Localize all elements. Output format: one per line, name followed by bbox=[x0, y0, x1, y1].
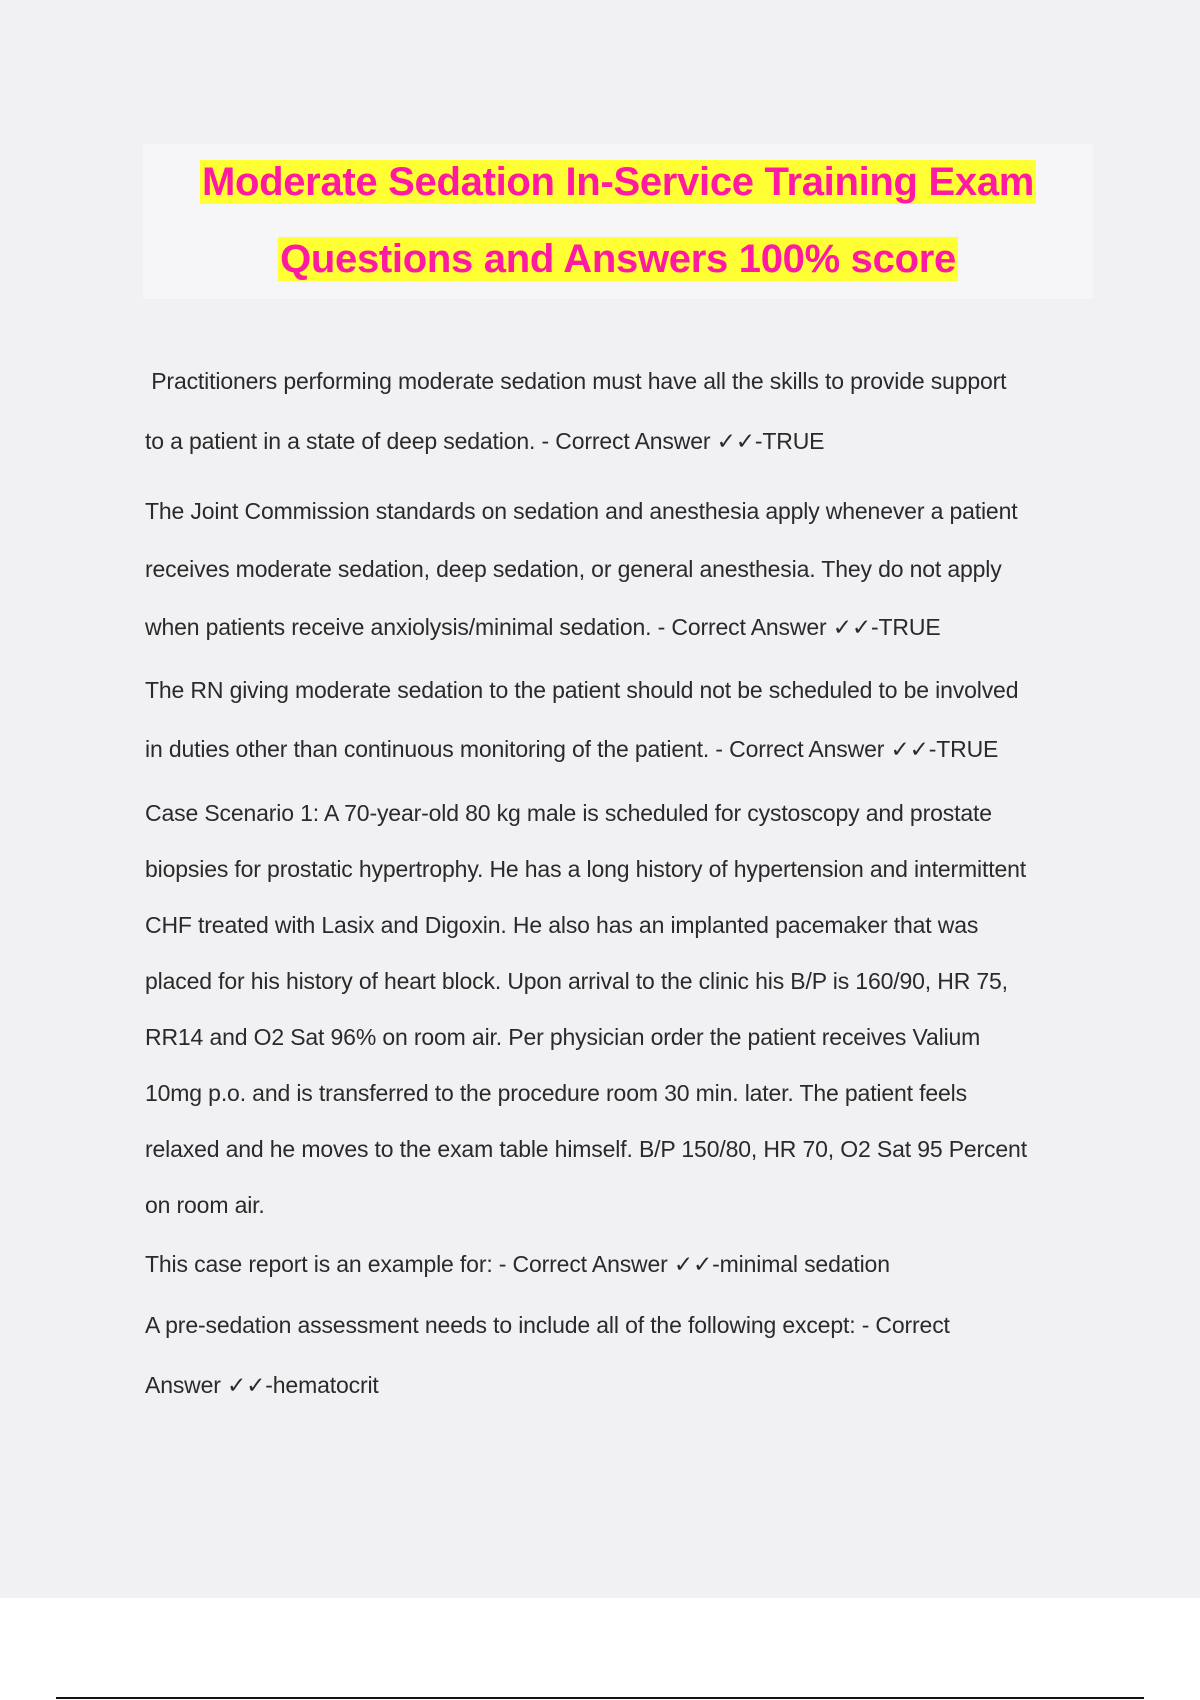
document-title-part-2: Questions and Answers 100% score bbox=[280, 237, 956, 281]
qa-line: Answer ✓✓-hematocrit bbox=[145, 1372, 379, 1398]
qa-line: biopsies for prostatic hypertrophy. He has a long history of hypertension and intermittent bbox=[145, 856, 1026, 882]
title-line-2 bbox=[143, 221, 1093, 298]
qa-item-5 bbox=[145, 1235, 1095, 1293]
qa-line: 10mg p.o. and is transferred to the procedure room 30 min. later. The patient feels bbox=[145, 1080, 967, 1106]
qa-line: The Joint Commission standards on sedation and anesthesia apply whenever a patient bbox=[145, 498, 1018, 524]
footer-divider bbox=[56, 1697, 1144, 1699]
qa-item-1 bbox=[145, 351, 1095, 471]
qa-item-2 bbox=[145, 482, 1095, 656]
qa-line: Practitioners performing moderate sedation must have all the skills to provide support bbox=[145, 368, 1007, 394]
qa-line: A pre-sedation assessment needs to include all of the following except: - Correct bbox=[145, 1312, 950, 1338]
qa-line: The RN giving moderate sedation to the patient should not be scheduled to be involved bbox=[145, 677, 1019, 703]
qa-line: This case report is an example for: - Correct Answer ✓✓-minimal sedation bbox=[145, 1251, 890, 1277]
qa-item-6 bbox=[145, 1295, 1095, 1415]
title-block bbox=[143, 144, 1093, 299]
qa-line: receives moderate sedation, deep sedation, or general anesthesia. They do not apply bbox=[145, 556, 1002, 582]
qa-line: to a patient in a state of deep sedation. - Correct Answer ✓✓-TRUE bbox=[145, 428, 825, 454]
question-list bbox=[145, 356, 1095, 1415]
qa-line: relaxed and he moves to the exam table himself. B/P 150/80, HR 70, O2 Sat 95 Percent bbox=[145, 1136, 1027, 1162]
qa-line: placed for his history of heart block. Upon arrival to the clinic his B/P is 160/90, HR 75, bbox=[145, 968, 1008, 994]
qa-line: when patients receive anxiolysis/minimal sedation. - Correct Answer ✓✓-TRUE bbox=[145, 614, 941, 640]
document-title-part-1: Moderate Sedation In-Service Training Exam bbox=[201, 160, 1035, 204]
qa-line: Case Scenario 1: A 70-year-old 80 kg male is scheduled for cystoscopy and prostate bbox=[145, 800, 992, 826]
title-line-1 bbox=[143, 144, 1093, 221]
qa-line: CHF treated with Lasix and Digoxin. He also has an implanted pacemaker that was bbox=[145, 912, 979, 938]
qa-line: in duties other than continuous monitoring of the patient. - Correct Answer ✓✓-TRUE bbox=[145, 736, 999, 762]
qa-item-3 bbox=[145, 661, 1095, 779]
qa-line: on room air. bbox=[145, 1192, 265, 1218]
qa-item-4-case-scenario bbox=[145, 785, 1095, 1233]
qa-line: RR14 and O2 Sat 96% on room air. Per physician order the patient receives Valium bbox=[145, 1024, 981, 1050]
